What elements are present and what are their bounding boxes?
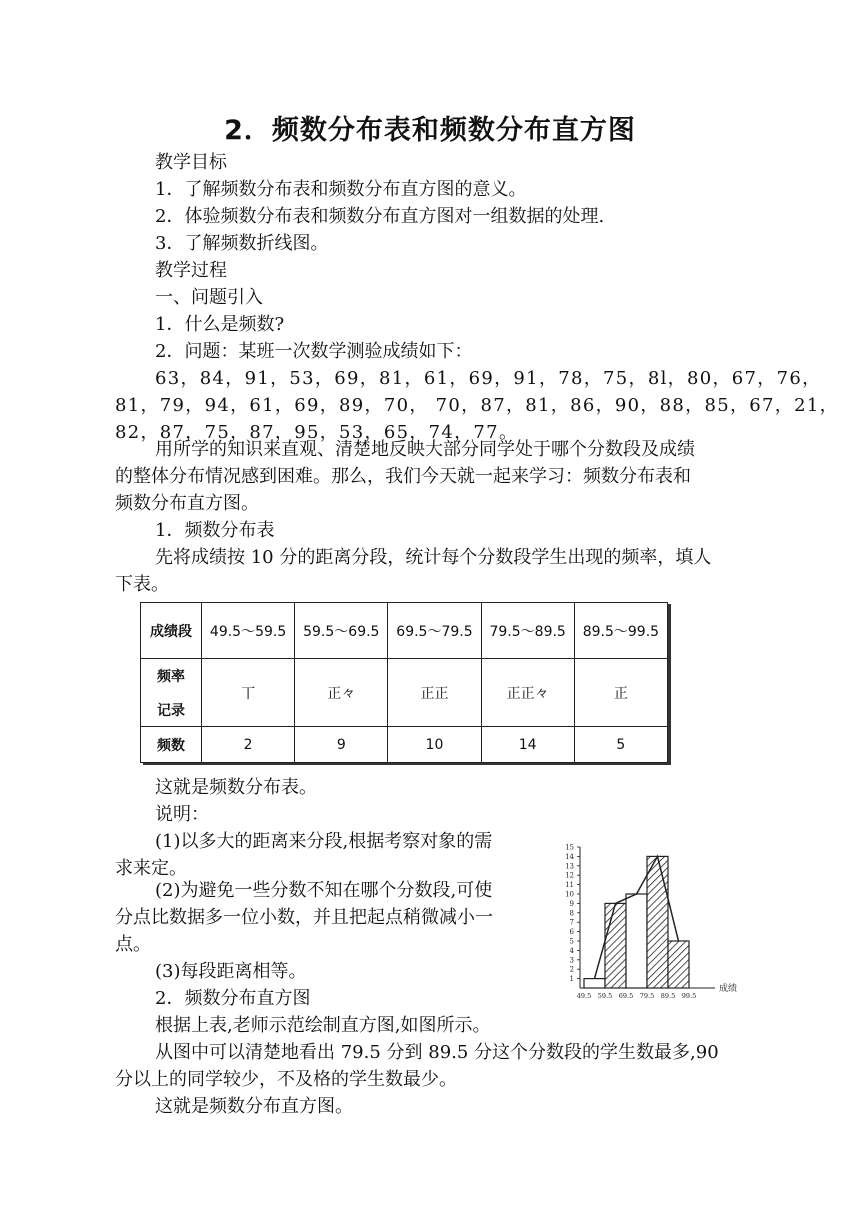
range-cell: 89.5～99.5	[574, 603, 667, 659]
y-tick-label: 3	[569, 956, 574, 965]
y-tick-label: 2	[569, 965, 574, 974]
y-tick-label: 6	[569, 928, 574, 937]
table-row-counts	[141, 727, 668, 763]
question-2: 2．问题：某班一次数学测验成绩如下：	[155, 341, 473, 362]
histogram-bar	[626, 894, 647, 988]
scores-line-2: 81，79，94，61，69，89，70， 70，87，81，86，90，88，85，67，21，	[115, 395, 839, 416]
paragraph-1-line-3: 频数分布直方图。	[115, 493, 259, 514]
histogram-bar	[605, 903, 626, 988]
range-cell: 59.5～69.5	[295, 603, 388, 659]
record-label-cell	[141, 659, 202, 727]
record-label-line-2: 记录	[157, 702, 185, 719]
histogram-bar	[584, 979, 605, 988]
tally-cell: 正𠚤	[295, 659, 388, 727]
x-tick-label: 99.5	[681, 992, 697, 1000]
goal-item-1: 1．了解频数分布表和频数分布直方图的意义。	[155, 179, 527, 200]
frequency-table	[140, 602, 668, 763]
range-cell: 49.5～59.5	[202, 603, 295, 659]
section-1-heading: 1．频数分布表	[155, 520, 275, 541]
y-tick-label: 4	[569, 946, 574, 955]
count-cell: 10	[388, 727, 481, 763]
x-axis-label: 成绩	[719, 984, 738, 994]
y-tick-label: 11	[565, 881, 574, 890]
tally-cell: 丅	[202, 659, 295, 727]
goal-item-2: 2．体验频数分布表和频数分布直方图对一组数据的处理.	[155, 206, 605, 227]
paragraph-2-line-2: 下表。	[115, 574, 169, 595]
goal-item-3: 3．了解频数折线图。	[155, 233, 329, 254]
page-title: 2．频数分布表和频数分布直方图	[224, 115, 636, 146]
count-cell: 2	[202, 727, 295, 763]
range-cell: 79.5～89.5	[481, 603, 574, 659]
tally-cell: 正正	[388, 659, 481, 727]
scores-line-1: 63，84，91，53，69，81，61，69，91，78，75，8l，80，67，76，	[155, 368, 822, 389]
histogram-chart	[540, 832, 750, 1007]
y-tick-label: 14	[565, 852, 574, 861]
paragraph-3: 根据上表,老师示范绘制直方图,如图所示。	[155, 1015, 491, 1036]
note-heading: 说明：	[155, 804, 209, 825]
goal-heading: 教学目标	[155, 152, 227, 173]
x-tick-label: 49.5	[576, 992, 592, 1000]
note-3: (3)每段距离相等。	[155, 961, 307, 982]
x-tick-label: 89.5	[660, 992, 676, 1000]
table-row-ranges	[141, 603, 668, 659]
tally-cell: 正正𠚤	[481, 659, 574, 727]
y-tick-label: 15	[565, 843, 574, 852]
range-cell: 69.5～79.5	[388, 603, 481, 659]
table-row-tallies	[141, 659, 668, 727]
tally-cell: 正	[574, 659, 667, 727]
table-caption: 这就是频数分布表。	[155, 777, 317, 798]
y-tick-label: 5	[569, 937, 574, 946]
count-cell: 9	[295, 727, 388, 763]
paragraph-2-line-1: 先将成绩按 10 分的距离分段，统计每个分数段学生出现的频率，填人	[155, 547, 712, 568]
question-1: 1．什么是频数?	[155, 314, 285, 335]
record-label-line-1: 频率	[157, 668, 185, 685]
process-heading: 教学过程	[155, 260, 227, 281]
y-tick-label: 12	[565, 871, 574, 880]
y-tick-label: 13	[565, 862, 574, 871]
paragraph-4-line-2: 分以上的同学较少，不及格的学生数最少。	[115, 1069, 457, 1090]
paragraph-4-line-1: 从图中可以清楚地看出 79.5 分到 89.5 分这个分数段的学生数最多,90	[155, 1042, 719, 1063]
count-cell: 14	[481, 727, 574, 763]
count-cell: 5	[574, 727, 667, 763]
table-shadow-right	[668, 604, 671, 764]
note-2-line-3: 点。	[115, 934, 151, 955]
y-tick-label: 1	[569, 975, 574, 984]
paragraph-1-line-1: 用所学的知识来直观、清楚地反映大部分同学处于哪个分数段及成绩	[155, 439, 695, 460]
histogram-bar	[668, 941, 689, 988]
note-2-line-1: (2)为避免一些分数不知在哪个分数段,可使	[155, 880, 493, 901]
x-tick-label: 59.5	[597, 992, 613, 1000]
note-1-line-1: (1)以多大的距离来分段,根据考察对象的需	[155, 831, 493, 852]
y-tick-label: 7	[569, 918, 574, 927]
note-2-line-2: 分点比数据多一位小数，并且把起点稍微减小一	[115, 907, 493, 928]
paragraph-1-line-2: 的整体分布情况感到困难。那么，我们今天就一起来学习：频数分布表和	[115, 466, 691, 487]
x-tick-label: 79.5	[639, 992, 655, 1000]
y-tick-label: 8	[569, 909, 574, 918]
y-tick-label: 9	[569, 899, 574, 908]
note-1-line-2: 求来定。	[115, 858, 187, 879]
closing-line: 这就是频数分布直方图。	[155, 1096, 353, 1117]
header-label-cell: 成绩段	[141, 603, 202, 659]
histogram-bar	[647, 856, 668, 988]
section-2-heading: 2．频数分布直方图	[155, 988, 311, 1009]
count-label-cell: 频数	[141, 727, 202, 763]
scores-line-3: 82，87，75，87，95，53，65，74，77。	[115, 422, 519, 443]
intro-heading: 一、问题引入	[155, 287, 263, 308]
x-tick-label: 69.5	[618, 992, 634, 1000]
y-tick-label: 10	[565, 890, 574, 899]
